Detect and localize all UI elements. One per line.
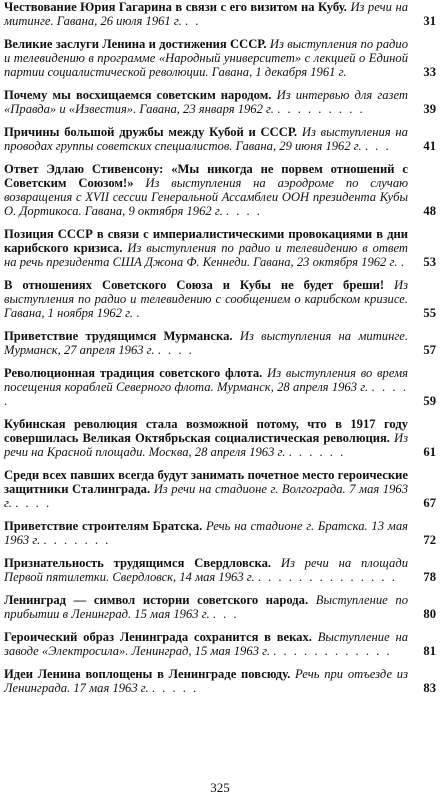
entry-title: Среди всех павших всегда будут занимать почетное место героические защитники Сталинграда. (4, 468, 408, 496)
entry-description: Выступление на заводе «Электросила». Ленинград, 15 мая 1963 г. (4, 630, 408, 658)
entry-title: Признательность трудящимся Свердловска. (4, 556, 272, 570)
entry-title: Героический образ Ленинграда сохранится в веках. (4, 630, 312, 644)
toc-entry (4, 227, 438, 269)
page-number: 33 (423, 65, 436, 79)
entry-title: Приветствие трудящимся Мурманска. (4, 329, 233, 343)
entry-description: Выступление по прибытии в Ленинград. 15 мая 1963 г. (4, 593, 408, 621)
toc-entry (4, 125, 438, 153)
page-number: 80 (423, 607, 436, 621)
entry-description: Из выступления на аэродроме по случаю возвращения с XVII сессии Генеральной Ассамблеи ООН президента Кубы О. Дортикоса. Гавана, 9 октября 1962 г. (4, 176, 408, 218)
toc-entry (4, 329, 438, 357)
leader-dots: . . . (364, 139, 391, 153)
entry-title: Революционная традиция советского флота. (4, 366, 263, 380)
leader-dots: . . . . . (4, 380, 408, 408)
toc-entry (4, 468, 438, 510)
toc-entry (4, 417, 438, 459)
leader-dots: . . . . . . . . . (277, 102, 365, 116)
entry-description: Из выступления по радио и телевидению в ответ на речь президента США Джона Ф. Кеннеди. Гавана, 23 октября 1962 г. (4, 241, 408, 269)
toc-entry (4, 0, 438, 28)
entry-description: Из выступления по радио и телевидению с сообщением о карибском кризисе. Гавана, 1 ноября 1962 г. (4, 278, 408, 320)
page-number: 31 (423, 14, 436, 28)
leader-dots: . . . . . . . . . . . . (273, 644, 392, 658)
toc-entry (4, 667, 438, 695)
entry-title: Ленинград — символ истории советского народа. (4, 593, 309, 607)
leader-dots: . (400, 255, 406, 269)
page-number: 39 (423, 102, 436, 116)
entry-title: Почему мы восхищаемся советским народом. (4, 88, 272, 102)
entry-description: Из выступления по радио и телевидению в программе «Народный университет» с лекцией о Единой партии социалистической революции. Гавана, 1 декабря 1961 г. (4, 37, 408, 79)
leader-dots: . . . (212, 607, 239, 621)
page-number: 83 (423, 681, 436, 695)
entry-description: Из выступления на митинге. Мурманск, 27 апреля 1963 г. (4, 329, 409, 357)
toc-entry (4, 366, 438, 408)
leader-dots: . . . . . (151, 681, 199, 695)
entry-title: Приветствие строителям Братска. (4, 519, 203, 533)
entry-description: Из выступления во время посещения кораблей Северного флота. Мурманск, 28 апреля 1963 г. (4, 366, 408, 394)
entry-description: Речь на стадионе г. Братска. 13 мая 1963 г. (4, 519, 408, 547)
page-number: 59 (423, 394, 436, 408)
page-number: 67 (423, 496, 436, 510)
leader-dots: . . (184, 14, 201, 28)
page-number: 53 (423, 255, 436, 269)
page-number: 55 (423, 306, 436, 320)
toc-entry (4, 37, 438, 79)
leader-dots: . . . . (15, 496, 52, 510)
leader-dots: . . . . (157, 343, 194, 357)
page-number: 57 (423, 343, 436, 357)
page-folio: 325 (210, 780, 230, 795)
toc-entry (4, 278, 438, 320)
entry-title: В отношениях Советского Союза и Кубы не будет бреши! (4, 278, 385, 292)
leader-dots: . . . . . . . (43, 533, 111, 547)
table-of-contents (4, 0, 438, 704)
page-number: 81 (423, 644, 436, 658)
leader-dots: . . . . . . (288, 445, 346, 459)
entry-description: Из речи на площади Первой пятилетки. Свердловск, 14 мая 1963 г. (4, 556, 408, 584)
toc-entry (4, 162, 438, 218)
page-number: 78 (423, 570, 436, 584)
entry-title: Идеи Ленина воплощены в Ленинграде повсюду. (4, 667, 291, 681)
page-number: 61 (423, 445, 436, 459)
entry-description: Речь при отъезде из Ленинграда. 17 мая 1963 г. (4, 667, 408, 695)
toc-entry (4, 556, 438, 584)
entry-title: Ответ Эдлаю Стивенсону: «Мы никогда не порвем отношений с Советским Союзом!» (4, 162, 408, 190)
entry-description: Из речи на митинге. Гавана, 26 июля 1961 г. (4, 0, 408, 28)
page-number: 41 (423, 139, 436, 153)
entry-title: Кубинская революция стала возможной потому, что в 1917 году совершилась Великая Октябрьская социалистическая революция. (4, 417, 408, 445)
entry-description: Из речи на стадионе г. Волгограда. 7 мая 1963 г. (4, 482, 408, 510)
entry-title: Позиция СССР в связи с империалистическими провокациями в дни карибского кризиса. (4, 227, 408, 255)
toc-entry (4, 519, 438, 547)
entry-description: Из выступления на проводах группы советских специалистов. Гавана, 29 июня 1962 г. (4, 125, 408, 153)
entry-title: Причины большой дружбы между Кубой и СССР. (4, 125, 298, 139)
leader-dots: . . . . (225, 204, 262, 218)
toc-entry (4, 593, 438, 621)
entry-title: Чествование Юрия Гагарина в связи с его визитом на Кубу. (4, 0, 347, 14)
page-number: 48 (423, 204, 436, 218)
entry-title: Великие заслуги Ленина и достижения СССР. (4, 37, 267, 51)
entry-description: Из речи на Красной площади. Москва, 28 апреля 1963 г. (4, 431, 408, 459)
toc-entry (4, 88, 438, 116)
page-number: 72 (423, 533, 436, 547)
leader-dots: . (136, 306, 142, 320)
entry-description: Из интервью для газет «Правда» и «Известия». Гавана, 23 января 1962 г. (4, 88, 408, 116)
leader-dots: . . . . . . . . . . . . . . (257, 570, 397, 584)
toc-entry (4, 630, 438, 658)
